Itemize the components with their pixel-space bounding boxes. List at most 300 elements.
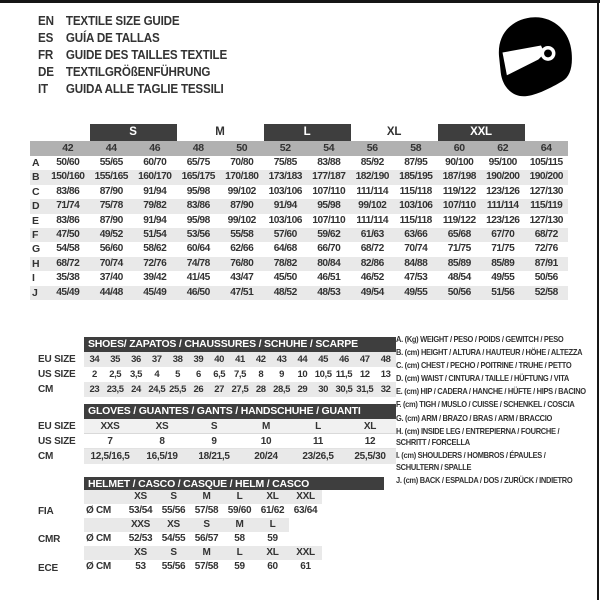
size-value: 24,5 <box>148 384 166 395</box>
measurement-value: 105/115 <box>529 157 563 168</box>
measurement-value: 155/165 <box>94 171 128 183</box>
measurement-value: 49/54 <box>360 286 384 298</box>
measurement-value: 51/54 <box>143 228 167 240</box>
legend-item <box>396 360 596 372</box>
measurement-value: 35/38 <box>56 272 80 284</box>
measurement-value: 60/64 <box>186 243 210 255</box>
measurement-value: 103/106 <box>399 200 433 212</box>
measurement-value: 119/122 <box>442 214 476 226</box>
row-letter: E <box>32 214 40 227</box>
legend-item <box>396 413 596 425</box>
size-value: 12 <box>364 436 376 447</box>
measurement-value: 48/53 <box>317 286 341 298</box>
helmet-size-label: M <box>235 519 244 530</box>
diameter-unit-label: Ø CM <box>86 505 111 516</box>
helmet-value: 52/53 <box>128 533 153 544</box>
helmet-size-label: XXL <box>296 547 315 558</box>
measurement-value: 74/78 <box>186 257 210 269</box>
helmet-value: 58 <box>234 533 245 544</box>
helmet-value: 53 <box>135 561 146 572</box>
measurement-value: 150/160 <box>51 171 85 183</box>
measurement-value: 111/114 <box>356 185 389 197</box>
language-title-text: GUÍA DE TALLAS <box>65 30 160 45</box>
measurement-value: 83/88 <box>317 157 341 168</box>
legend-line: H. (cm) INSIDE LEG / ENTREPIERNA / FOURCHE / <box>396 425 560 436</box>
measurement-value: 61/63 <box>360 228 384 240</box>
measurement-row <box>30 185 568 199</box>
measurement-value: 39/42 <box>143 272 167 284</box>
spacer-cell <box>30 404 84 419</box>
size-value: 36 <box>131 354 141 365</box>
measurement-value: 68/72 <box>56 257 80 269</box>
textile-size-table <box>30 124 568 300</box>
measurement-value: 56/60 <box>99 243 123 255</box>
measurement-value: 95/98 <box>186 185 210 197</box>
measurement-value: 70/74 <box>99 257 123 269</box>
helmet-value: 61 <box>300 561 311 572</box>
diameter-unit-label: Ø CM <box>86 533 111 544</box>
spacer-cell <box>30 337 84 352</box>
row-letter: C <box>32 185 40 198</box>
measurement-value: 107/110 <box>312 214 346 226</box>
measurement-value: 37/40 <box>99 272 123 284</box>
measurement-value: 45/49 <box>56 286 80 298</box>
measurement-value: 83/86 <box>56 185 80 197</box>
measurement-value: 83/86 <box>56 214 80 226</box>
row-letter: A <box>32 157 40 169</box>
size-value-row <box>84 434 396 449</box>
size-column-header: 42 <box>62 142 74 154</box>
size-group-label <box>525 124 569 141</box>
language-code: EN <box>38 13 54 28</box>
helmet-value: 57/58 <box>194 561 219 572</box>
helmet-size-label: XS <box>167 519 180 530</box>
helmet-size-label: XS <box>134 491 147 502</box>
measurement-value: 50/60 <box>56 157 80 168</box>
helmet-table-title: HELMET / CASCO / CASQUE / HELM / CASCO <box>84 477 384 490</box>
legend-line: J. (cm) BACK / ESPALDA / DOS / ZURÜCK / INDIETRO <box>396 475 573 486</box>
measurement-value: 103/106 <box>268 214 302 226</box>
measurement-value: 185/195 <box>399 171 433 183</box>
helmet-value-row <box>84 532 289 546</box>
measurement-value: 71/75 <box>447 243 471 255</box>
size-value: 26 <box>193 384 204 395</box>
size-value: L <box>315 421 321 432</box>
size-column-header: 52 <box>279 142 291 154</box>
measurement-value: 49/55 <box>491 272 515 284</box>
measurement-value: 59/62 <box>317 228 341 240</box>
measurement-value: 71/74 <box>56 200 80 212</box>
measurement-row <box>30 271 568 285</box>
row-label: CM <box>38 384 54 395</box>
measurement-value: 58/62 <box>143 243 167 255</box>
helmet-value: 53/54 <box>128 505 153 516</box>
measurement-value: 87/90 <box>230 200 254 212</box>
measurement-value: 53/56 <box>186 228 210 240</box>
language-row <box>38 46 227 63</box>
row-letter: H <box>32 257 40 270</box>
unit-column-spacer <box>84 490 124 504</box>
helmet-value: 63/64 <box>293 505 318 516</box>
measurement-value: 47/50 <box>56 228 80 240</box>
size-value: M <box>261 421 271 432</box>
helmet-value: 55/56 <box>161 561 186 572</box>
measurement-value: 43/47 <box>230 272 254 284</box>
size-column-header: 50 <box>236 142 248 154</box>
row-letter: D <box>32 200 40 213</box>
measurement-value: 52/58 <box>534 286 558 298</box>
helmet-size-label: M <box>202 547 211 558</box>
legend-item <box>396 347 596 359</box>
measurement-value: 87/91 <box>534 257 558 269</box>
measurement-value: 119/122 <box>442 185 476 197</box>
legend-line: D. (cm) WAIST / CINTURA / TAILLE / HÜFTUNG / VITA <box>396 373 570 384</box>
helmet-size-label: XXL <box>296 491 315 502</box>
size-value: 27,5 <box>231 384 249 395</box>
size-group-label <box>46 124 90 141</box>
language-row <box>38 12 227 29</box>
helmet-value: 57/58 <box>194 505 219 516</box>
size-value: 39 <box>193 354 204 365</box>
measurement-value: 47/51 <box>230 286 254 298</box>
measurement-value: 87/95 <box>404 157 428 168</box>
measurement-value: 123/126 <box>486 185 520 197</box>
measurement-value: 50/56 <box>447 286 471 298</box>
measurement-value: 71/75 <box>491 243 515 255</box>
row-letter: B <box>32 171 40 184</box>
size-value: XXS <box>100 421 120 432</box>
measurement-value: 127/130 <box>529 185 563 197</box>
size-column-header: 64 <box>540 142 552 154</box>
measurement-value: 87/90 <box>99 214 123 226</box>
letter-column-spacer <box>30 141 46 156</box>
shoes-table-title: SHOES/ ZAPATOS / CHAUSSURES / SCHUHE / SCARPE <box>84 337 396 352</box>
size-group-label: XL <box>386 126 402 138</box>
measurement-value: 83/86 <box>186 200 210 212</box>
measurement-value: 64/68 <box>273 243 297 255</box>
language-title-list <box>38 12 241 97</box>
size-value: 42 <box>255 354 266 365</box>
language-code: DE <box>38 64 54 79</box>
size-value: S <box>210 421 218 432</box>
helmet-size-label: XXS <box>130 519 151 530</box>
helmet-size-band <box>84 490 322 504</box>
language-row <box>38 80 227 97</box>
measurement-value: 82/86 <box>360 257 384 269</box>
size-value: 11 <box>313 436 323 447</box>
size-value: 20/24 <box>254 451 278 462</box>
measurement-value: 80/84 <box>317 257 341 269</box>
size-value: 7 <box>107 436 113 447</box>
measurement-value: 55/65 <box>99 157 123 168</box>
measurement-value: 115/118 <box>399 185 432 197</box>
size-value: XS <box>155 421 169 432</box>
measurement-row <box>30 199 568 213</box>
size-group-label: XXL <box>438 124 525 141</box>
measurement-value: 107/110 <box>312 185 346 197</box>
row-letter: F <box>32 228 39 241</box>
legend-item <box>396 373 596 385</box>
language-code: IT <box>38 81 48 96</box>
measurement-value: 115/118 <box>399 214 432 226</box>
size-value: 35 <box>110 354 121 365</box>
top-border-line <box>0 0 600 3</box>
helmet-size-label: S <box>203 519 210 530</box>
helmet-size-label: L <box>236 491 243 502</box>
measurement-value: 65/75 <box>186 157 210 168</box>
diameter-unit-label: Ø CM <box>86 561 111 572</box>
helmet-value: 59 <box>267 533 278 544</box>
size-value: 5 <box>175 369 181 380</box>
helmet-value: 56/57 <box>194 533 219 544</box>
measurement-value: 123/126 <box>486 214 520 226</box>
measurement-value: 68/72 <box>360 243 384 255</box>
measurement-value: 75/85 <box>273 157 297 168</box>
size-value-row <box>84 367 396 382</box>
language-row <box>38 29 227 46</box>
measurement-value: 87/90 <box>99 185 123 197</box>
size-value: 27 <box>214 384 225 395</box>
measurement-row <box>30 286 568 300</box>
language-row <box>38 63 227 80</box>
legend-item <box>396 475 596 487</box>
helmet-size-label: XS <box>134 547 147 558</box>
measurement-value: 173/183 <box>268 171 302 183</box>
measurement-row <box>30 170 568 184</box>
size-value: 10 <box>260 436 272 447</box>
helmet-standard-label: CMR <box>38 533 61 545</box>
size-value: 10,5 <box>314 369 332 380</box>
measurement-value: 68/72 <box>534 228 558 240</box>
helmet-standard-label: ECE <box>38 562 58 574</box>
size-column-header: 44 <box>105 142 117 154</box>
measurement-value: 72/76 <box>534 243 558 255</box>
gloves-table-title: GLOVES / GUANTES / GANTS / HANDSCHUHE / GUANTI <box>84 404 396 419</box>
helmet-size-table <box>30 477 384 576</box>
measurement-value: 85/89 <box>447 257 471 269</box>
legend-item <box>396 450 596 473</box>
language-code: ES <box>38 30 54 45</box>
size-value: 8 <box>258 369 264 380</box>
measurement-value: 99/102 <box>227 185 256 197</box>
measurement-value: 107/110 <box>442 200 476 212</box>
size-value-row <box>84 449 396 464</box>
measurement-value: 95/100 <box>488 157 517 168</box>
size-value: 7,5 <box>233 369 246 380</box>
size-value: 30,5 <box>335 384 353 395</box>
measurement-value: 111/114 <box>486 200 519 212</box>
measurement-value: 127/130 <box>529 214 563 226</box>
size-value: 41 <box>235 354 245 365</box>
size-value: 2,5 <box>109 369 122 380</box>
measurement-value: 90/100 <box>445 157 474 168</box>
size-value: 18/21,5 <box>198 451 230 462</box>
measurement-value: 46/51 <box>317 272 341 284</box>
measurement-value: 49/55 <box>404 286 428 298</box>
size-value: 47 <box>359 354 370 365</box>
legend-line: I. (cm) SHOULDERS / HOMBROS / ÉPAULES / <box>396 450 546 461</box>
measurement-value: 190/200 <box>529 171 563 183</box>
measurement-value: 115/119 <box>530 200 563 212</box>
size-value: 12 <box>359 369 370 380</box>
measurement-value: 66/70 <box>317 243 341 255</box>
measurement-row <box>30 242 568 256</box>
measurement-value: 91/94 <box>273 200 297 212</box>
measurement-legend <box>396 334 596 488</box>
helmet-size-label: S <box>170 491 177 502</box>
measurement-value: 165/175 <box>181 171 215 183</box>
size-value: 29 <box>297 384 308 395</box>
measurement-row <box>30 214 568 228</box>
size-group-label: S <box>90 124 177 141</box>
size-value: 28 <box>255 384 266 395</box>
legend-item <box>396 399 596 411</box>
size-value-row <box>84 419 396 434</box>
measurement-value: 170/180 <box>225 171 259 183</box>
helmet-value: 60 <box>267 561 278 572</box>
row-label: US SIZE <box>38 369 76 380</box>
unit-column-spacer <box>84 518 124 532</box>
measurement-value: 63/66 <box>404 228 428 240</box>
size-value: 6 <box>195 369 201 380</box>
measurement-value: 65/68 <box>447 228 471 240</box>
helmet-standard-label: FIA <box>38 505 54 517</box>
full-face-helmet-icon <box>490 14 578 98</box>
row-label: EU SIZE <box>38 421 76 432</box>
size-value: XL <box>363 421 377 432</box>
measurement-value: 79/82 <box>143 200 167 212</box>
legend-line: C. (cm) CHEST / PECHO / POITRINE / TRUHE / PETTO <box>396 360 572 371</box>
size-value: 9 <box>279 369 285 380</box>
size-value-row <box>84 352 396 367</box>
measurement-value: 187/198 <box>442 171 476 183</box>
size-value: 45 <box>318 354 329 365</box>
helmet-value: 59 <box>234 561 245 572</box>
size-value: 8 <box>159 436 165 447</box>
helmet-size-band <box>84 518 289 532</box>
row-label: CM <box>38 451 54 462</box>
size-group-label: M <box>215 126 225 138</box>
measurement-value: 99/102 <box>227 214 256 226</box>
measurement-value: 48/52 <box>273 286 297 298</box>
helmet-value-row <box>84 504 322 518</box>
size-column-header: 60 <box>453 142 465 154</box>
size-value: 4 <box>154 369 160 380</box>
legend-line: E. (cm) HIP / CADERA / HANCHE / HÜFTE / HIPS / BACINO <box>396 386 586 397</box>
helmet-value-row <box>84 560 322 576</box>
size-value: 12,5/16,5 <box>90 451 130 462</box>
measurement-value: 95/98 <box>317 200 341 212</box>
measurement-value: 72/76 <box>143 257 167 269</box>
size-value: 48 <box>380 354 391 365</box>
size-group-header-row <box>30 124 568 141</box>
measurement-value: 75/78 <box>99 200 123 212</box>
size-value-row <box>84 382 396 397</box>
measurement-row <box>30 257 568 271</box>
measurement-value: 190/200 <box>486 171 520 183</box>
measurement-value: 78/82 <box>273 257 297 269</box>
measurement-value: 67/70 <box>491 228 515 240</box>
size-value: 3,5 <box>129 369 142 380</box>
measurement-value: 60/70 <box>143 157 167 168</box>
measurement-value: 91/94 <box>143 214 167 226</box>
helmet-size-label: L <box>236 547 243 558</box>
shoes-size-table <box>30 337 396 397</box>
size-value: 34 <box>89 354 100 365</box>
size-value: 43 <box>276 354 287 365</box>
helmet-value: 61/62 <box>260 505 285 516</box>
size-column-header: 56 <box>366 142 378 154</box>
size-value: 25,5/30 <box>354 451 386 462</box>
measurement-value: 49/52 <box>99 228 123 240</box>
size-value: 32 <box>380 384 391 395</box>
measurement-rows <box>30 156 568 300</box>
language-title-text: GUIDE DES TAILLES TEXTILE <box>65 47 228 62</box>
helmet-value: 59/60 <box>227 505 252 516</box>
size-value: 23,5 <box>106 384 124 395</box>
measurement-value: 57/60 <box>273 228 297 240</box>
size-value: 2 <box>91 369 97 380</box>
measurement-row <box>30 228 568 242</box>
size-number-row <box>30 141 568 156</box>
size-value: 28,5 <box>273 384 291 395</box>
measurement-value: 103/106 <box>268 185 302 197</box>
measurement-value: 62/66 <box>230 243 254 255</box>
measurement-value: 54/58 <box>56 243 80 255</box>
spacer-cell <box>30 477 84 490</box>
legend-item <box>396 334 596 346</box>
measurement-value: 160/170 <box>138 171 172 183</box>
size-value: 23 <box>89 384 100 395</box>
size-value: 10 <box>297 369 308 380</box>
measurement-value: 51/56 <box>491 286 515 298</box>
measurement-value: 70/80 <box>230 157 254 168</box>
legend-item <box>396 386 596 398</box>
size-column-header: 46 <box>149 142 161 154</box>
measurement-value: 47/53 <box>404 272 428 284</box>
size-column-header: 62 <box>497 142 509 154</box>
measurement-value: 45/49 <box>143 286 167 298</box>
measurement-value: 41/45 <box>186 272 210 284</box>
size-column-header: 58 <box>410 142 422 154</box>
legend-line: G. (cm) ARM / BRAZO / BRAS / ARM / BRACCIO <box>396 412 553 423</box>
size-value: 31,5 <box>356 384 374 395</box>
helmet-value: 54/55 <box>161 533 186 544</box>
helmet-value: 55/56 <box>161 505 186 516</box>
measurement-value: 85/92 <box>360 157 384 168</box>
helmet-size-label: XL <box>266 547 279 558</box>
measurement-value: 46/52 <box>360 272 384 284</box>
size-value: 16,5/19 <box>146 451 178 462</box>
size-value: 11,5 <box>335 369 353 380</box>
measurement-value: 182/190 <box>355 171 389 183</box>
legend-line: F. (cm) TIGH / MUSLO / CUISSE / SCHENKEL / COSCIA <box>396 399 575 410</box>
measurement-value: 50/56 <box>534 272 558 284</box>
measurement-value: 99/102 <box>358 200 387 212</box>
legend-line: SCHRITT / FORCELLA <box>396 437 470 448</box>
helmet-size-label: M <box>202 491 211 502</box>
size-value: 46 <box>339 354 349 365</box>
size-value: 25,5 <box>169 384 187 395</box>
size-column-header: 48 <box>192 142 204 154</box>
size-value: 37 <box>151 354 162 365</box>
row-letter: I <box>32 272 35 285</box>
measurement-value: 177/187 <box>312 171 346 183</box>
helmet-size-label: XL <box>266 491 279 502</box>
size-value: 30 <box>318 384 329 395</box>
size-group-label: L <box>264 124 351 141</box>
measurement-row <box>30 156 568 170</box>
